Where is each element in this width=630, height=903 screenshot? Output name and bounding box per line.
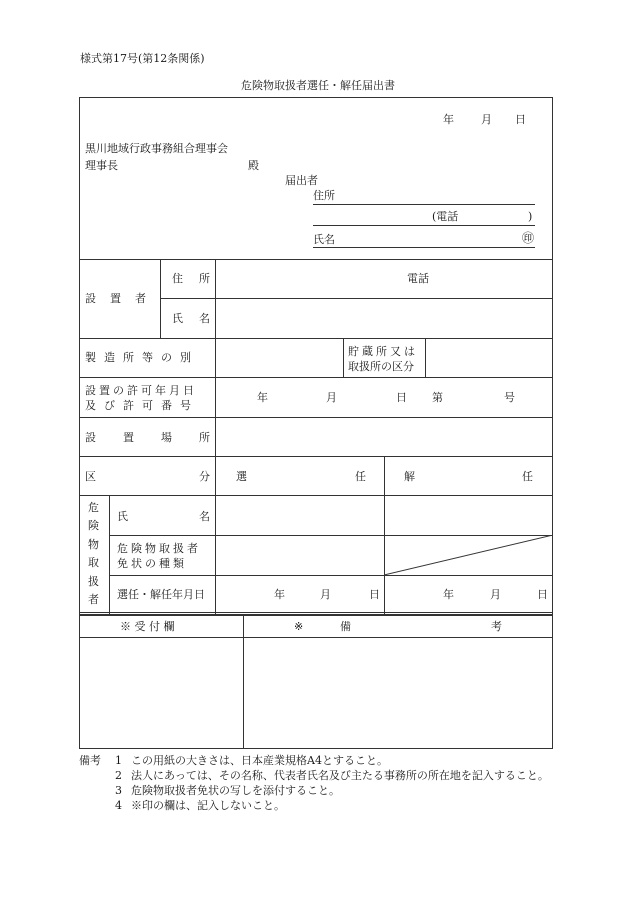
permit-month: 月 xyxy=(326,391,337,404)
reception-area xyxy=(80,638,242,748)
phone-close: ) xyxy=(528,210,533,223)
permit-year: 年 xyxy=(257,391,268,404)
submitter-label: 届出者 xyxy=(285,174,318,187)
phone-line[interactable] xyxy=(313,225,535,226)
handler-name-label-2: 名 xyxy=(199,510,210,523)
reception-label: ※ 受 付 欄 xyxy=(120,620,175,633)
note-number: 1 xyxy=(115,754,122,767)
permit-day: 日 xyxy=(396,391,407,404)
name-label: 氏名 xyxy=(313,233,335,246)
form-number: 様式第17号(第12条関係) xyxy=(80,52,205,65)
addressee-org: 黒川地域行政事務組合理事会 xyxy=(85,142,228,155)
permit-date-label-2: 及び許可番号 xyxy=(85,399,199,412)
remarks-area xyxy=(244,638,552,748)
seal-mark: ㊞ xyxy=(522,231,535,245)
appoint-month: 月 xyxy=(320,588,331,601)
note-number: 4 xyxy=(115,799,122,812)
handler-char: 扱 xyxy=(88,575,99,588)
remarks-label-1: 備 xyxy=(340,620,351,633)
note-text: 危険物取扱者免状の写しを添付すること。 xyxy=(131,784,340,797)
storage-type-label-1: 貯蔵所又は xyxy=(348,345,418,358)
license-type-label-1: 危険物取扱者 xyxy=(117,542,201,555)
remarks-label-2: 考 xyxy=(491,620,502,633)
dismiss-month: 月 xyxy=(490,588,501,601)
notice-month: 月 xyxy=(481,113,492,126)
division-label-2: 分 xyxy=(199,470,210,483)
name-line[interactable] xyxy=(313,247,535,248)
dismiss-year: 年 xyxy=(443,588,454,601)
handler-char: 者 xyxy=(88,593,99,606)
dismiss-label-1: 解 xyxy=(404,470,415,483)
appoint-label-1: 選 xyxy=(236,470,247,483)
license-type-label-2: 免状の種類 xyxy=(117,557,187,570)
honorific: 殿 xyxy=(248,159,259,172)
address-label: 住所 xyxy=(313,189,335,202)
notes-label: 備考 xyxy=(79,754,101,767)
page-title: 危険物取扱者選任・解任届出書 xyxy=(241,79,395,92)
appoint-day: 日 xyxy=(369,588,380,601)
permit-date-label-1: 設置の許可年月日 xyxy=(85,384,197,397)
permit-no-prefix: 第 xyxy=(432,391,443,404)
appoint-label-2: 任 xyxy=(355,470,366,483)
phone-label: (電話 xyxy=(432,210,459,223)
installer-address-label: 住所 xyxy=(172,272,226,285)
address-line[interactable] xyxy=(313,204,535,205)
note-number: 2 xyxy=(115,769,122,782)
handler-char: 取 xyxy=(88,556,99,569)
addressee-title: 理事長 xyxy=(85,159,118,172)
handler-char: 危 xyxy=(88,501,99,514)
location-label: 設置場所 xyxy=(85,431,237,444)
note-number: 3 xyxy=(115,784,122,797)
handler-char: 険 xyxy=(88,519,99,532)
permit-no-suffix: 号 xyxy=(504,391,515,404)
dismiss-day: 日 xyxy=(537,588,548,601)
installer-phone-label: 電話 xyxy=(407,272,429,285)
notice-day: 日 xyxy=(515,113,526,126)
appoint-date-label: 選任・解任年月日 xyxy=(117,588,205,601)
note-text: この用紙の大きさは、日本産業規格A4とすること。 xyxy=(131,754,388,767)
storage-type-label-2: 取扱所の区分 xyxy=(348,360,414,373)
installer-label: 設置者 xyxy=(85,292,160,305)
division-label-1: 区 xyxy=(85,470,96,483)
remarks-mark: ※ xyxy=(294,620,304,633)
license-slash xyxy=(384,535,553,575)
handler-name-label-1: 氏 xyxy=(117,510,128,523)
notice-year: 年 xyxy=(443,113,454,126)
note-text: 法人にあっては、その名称、代表者氏名及び主たる事務所の所在地を記入すること。 xyxy=(131,769,549,782)
dismiss-label-2: 任 xyxy=(522,470,533,483)
installer-name-label: 氏名 xyxy=(172,312,226,325)
facility-type-label: 製造所等の別 xyxy=(85,351,199,364)
appoint-year: 年 xyxy=(274,588,285,601)
handler-char: 物 xyxy=(88,538,99,551)
note-text: ※印の欄は、記入しないこと。 xyxy=(131,799,285,812)
